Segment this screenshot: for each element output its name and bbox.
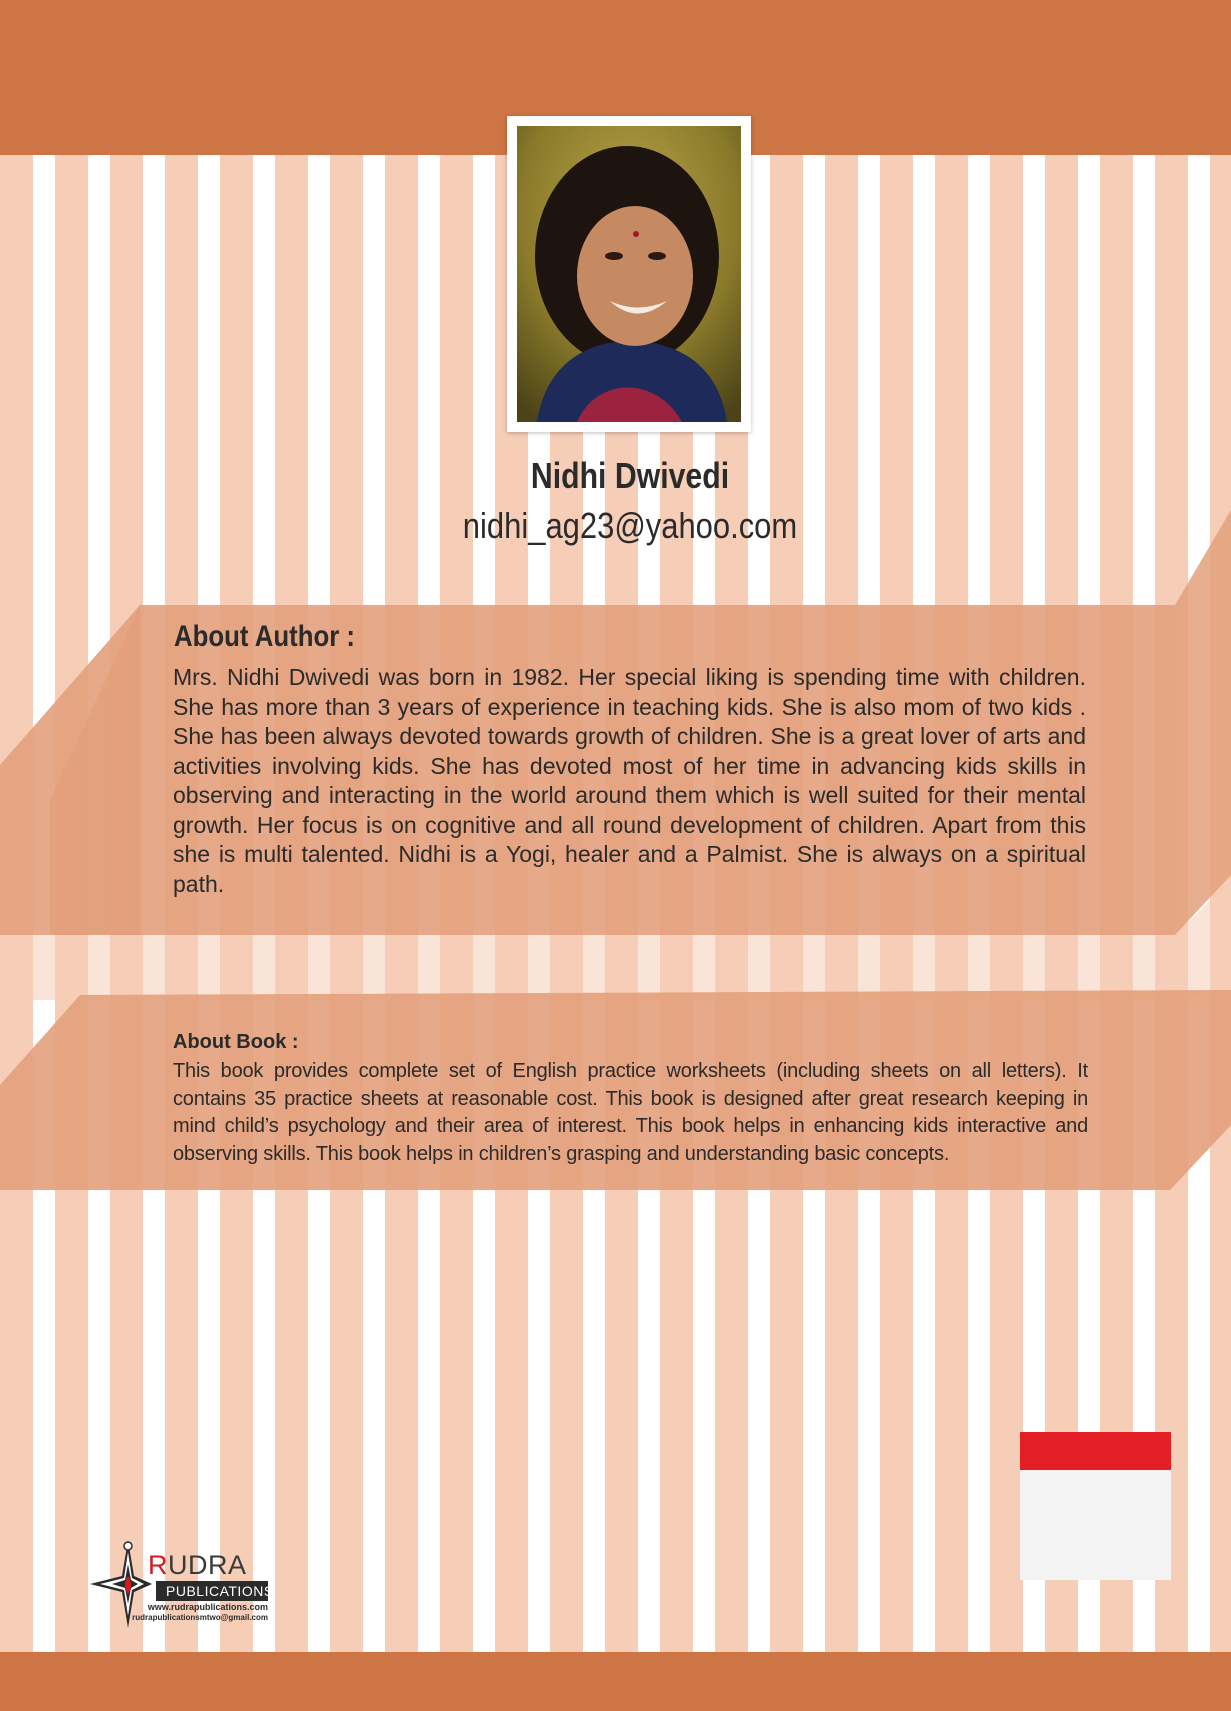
author-email: nidhi_ag23@yahoo.com (462, 505, 798, 546)
logo-initial: R (148, 1550, 168, 1580)
publisher-logo (86, 1538, 276, 1630)
author-photo-frame (507, 116, 751, 432)
about-author-heading: About Author : (174, 620, 356, 653)
price-sticker-red-band (1020, 1432, 1171, 1470)
author-ribbon-left (0, 605, 140, 935)
logo-publications: PUBLICATIONS (166, 1583, 274, 1599)
about-book-text: This book provides complete set of English practice worksheets (including sheets on all letters). It contains 35 practice sheets at reasonable cost. This book is designed after great research keeping in mind child’s psychology and their area of interest. This book helps in enhancing kids interactive and observing skills. This book helps in children’s grasping and understanding basic concepts. (173, 1060, 1088, 1165)
publisher-website: www.rudrapublications.com (147, 1602, 268, 1612)
author-name: Nidhi Dwivedi (530, 455, 730, 496)
about-book-heading: About Book : (173, 1031, 299, 1053)
author-photo (517, 126, 741, 422)
about-author-text: Mrs. Nidhi Dwivedi was born in 1982. Her special liking is spending time with children. She has more than 3 years of experience in teaching kids. She is also mom of two kids . She has been always devoted towards growth of children. She is a great lover of arts and activities involving kids. She has devoted most of her time in advancing kids skills in observing and interacting in the world around them which is well suited for their mental growth. Her focus is on cognitive and all round development of children. Apart from this she is multi talented. Nidhi is a Yogi, healer and a Palmist. She is always on a spiritual path. (173, 664, 1086, 897)
price-sticker (1020, 1432, 1171, 1580)
logo-wordmark: UDRA (168, 1550, 247, 1580)
author-ribbon-fold (1175, 510, 1231, 935)
publisher-email: rudrapublicationsmtwo@gmail.com (132, 1613, 268, 1622)
bottom-band (0, 1652, 1231, 1711)
